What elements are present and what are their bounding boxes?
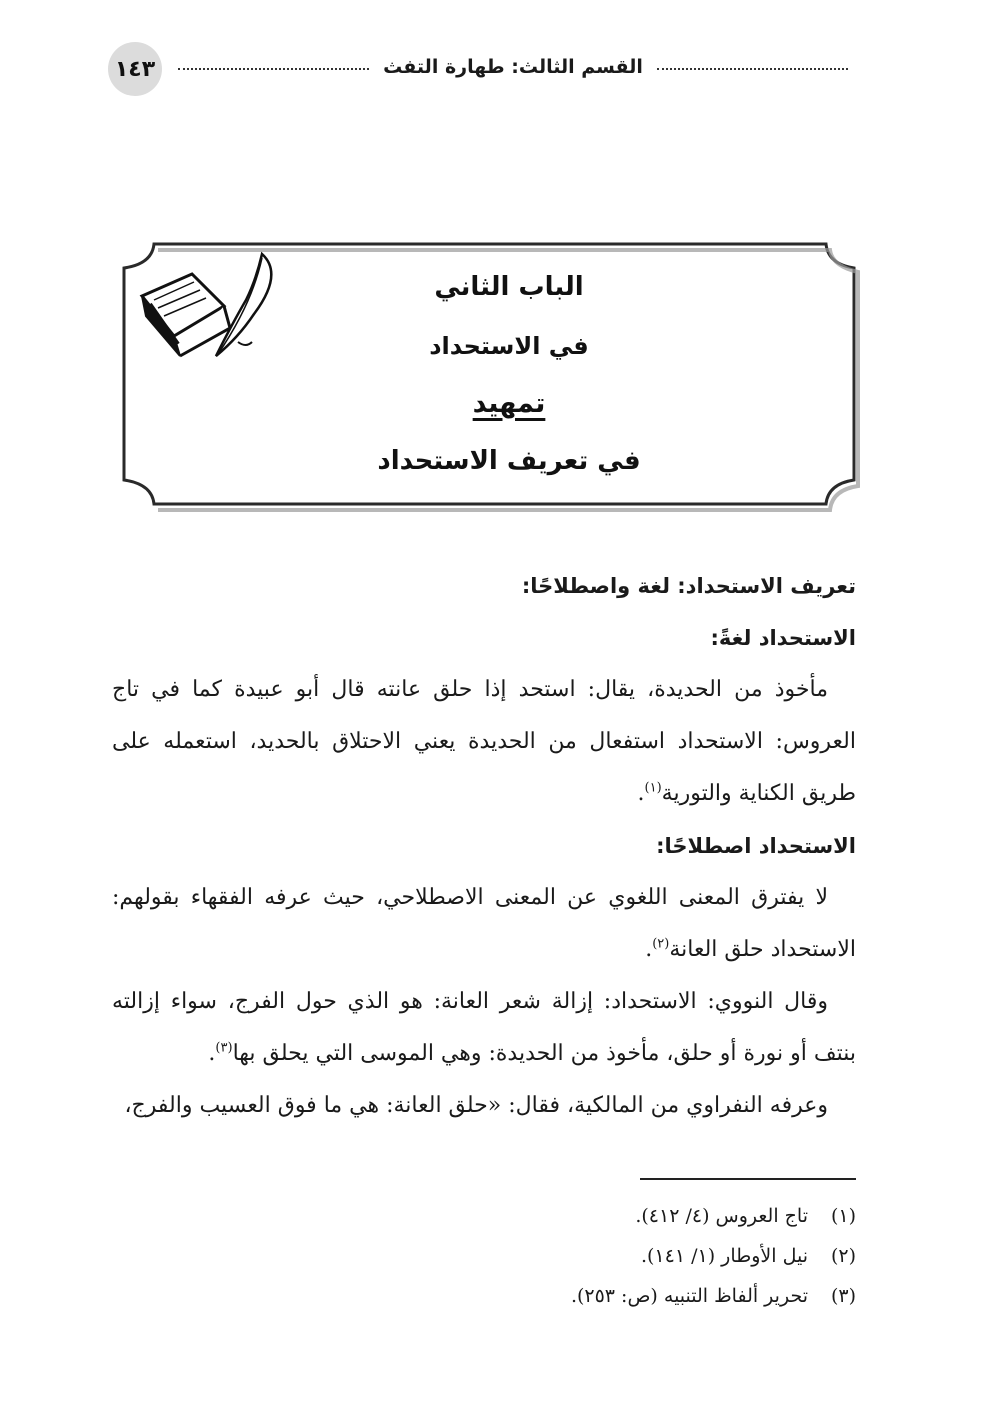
running-header	[178, 56, 848, 78]
section-subtitle: في تعريف الاستحداد	[377, 446, 641, 476]
leader-dots-right	[657, 68, 848, 70]
footnotes	[156, 1196, 856, 1316]
footnote-number: (٢)	[830, 1245, 856, 1267]
footnote-number: (٣)	[830, 1285, 856, 1307]
page-number: ١٤٣	[108, 42, 162, 96]
heading-linguistic: الاستحداد لغةً:	[710, 626, 856, 650]
chapter-title: الباب الثاني	[434, 272, 584, 302]
page-header	[108, 40, 848, 96]
paragraph-nawawi: وقال النووي: الاستحداد: إزالة شعر العانة: هو الذي حول الفرج، سواء إزالته بنتف أو نورة أو حلق، مأخوذ من الحديدة: وهي الموسى التي يحلق بها$^{(٣)}$.	[112, 989, 856, 1066]
paragraph-nafrawi: وعرفه النفراوي من المالكية، فقال: «حلق العانة: هي ما فوق العسيب والفرج،	[124, 1093, 828, 1118]
running-title: القسم الثالث: طهارة التفث	[383, 56, 643, 78]
chapter-title-box	[116, 236, 862, 512]
section-title: تمهيد	[472, 388, 546, 419]
footnote-text: تاج العروس (٤/ ٤١٢).	[635, 1205, 808, 1227]
paragraph-technical: لا يفترق المعنى اللغوي عن المعنى الاصطلاحي، حيث عرفه الفقهاء بقولهم: الاستحداد حلق العانة$^{(٢)}$.	[112, 885, 856, 962]
footnote-text: تحرير ألفاظ التنبيه (ص: ٢٥٣).	[570, 1285, 808, 1307]
footnote-ref-2: (٢)	[652, 936, 670, 952]
footnote	[156, 1196, 856, 1236]
main-text	[112, 560, 856, 1132]
paragraph-linguistic: مأخوذ من الحديدة، يقال: استحد إذا حلق عانته قال أبو عبيدة كما في تاج العروس: الاستحداد استفعال من الحديدة يعني الاحتلاق بالحديد، استعمله على طريق الكناية والتورية$^{(١)}$.	[112, 677, 856, 806]
footnote	[156, 1236, 856, 1276]
chapter-subtitle: في الاستحداد	[429, 332, 589, 360]
footnote-text: نيل الأوطار (١/ ١٤١).	[640, 1245, 808, 1267]
footnote-separator	[640, 1178, 856, 1180]
footnote-ref-3: (٣)	[215, 1040, 233, 1056]
heading-definition: تعريف الاستحداد: لغة واصطلاحًا:	[521, 574, 856, 598]
leader-dots-left	[178, 68, 369, 70]
book-and-quill-icon	[134, 244, 284, 374]
footnote-number: (١)	[830, 1205, 856, 1227]
footnote	[156, 1276, 856, 1316]
heading-technical: الاستحداد اصطلاحًا:	[656, 834, 856, 858]
footnote-ref-1: (١)	[644, 780, 662, 796]
chapter-title-lines	[296, 236, 722, 512]
